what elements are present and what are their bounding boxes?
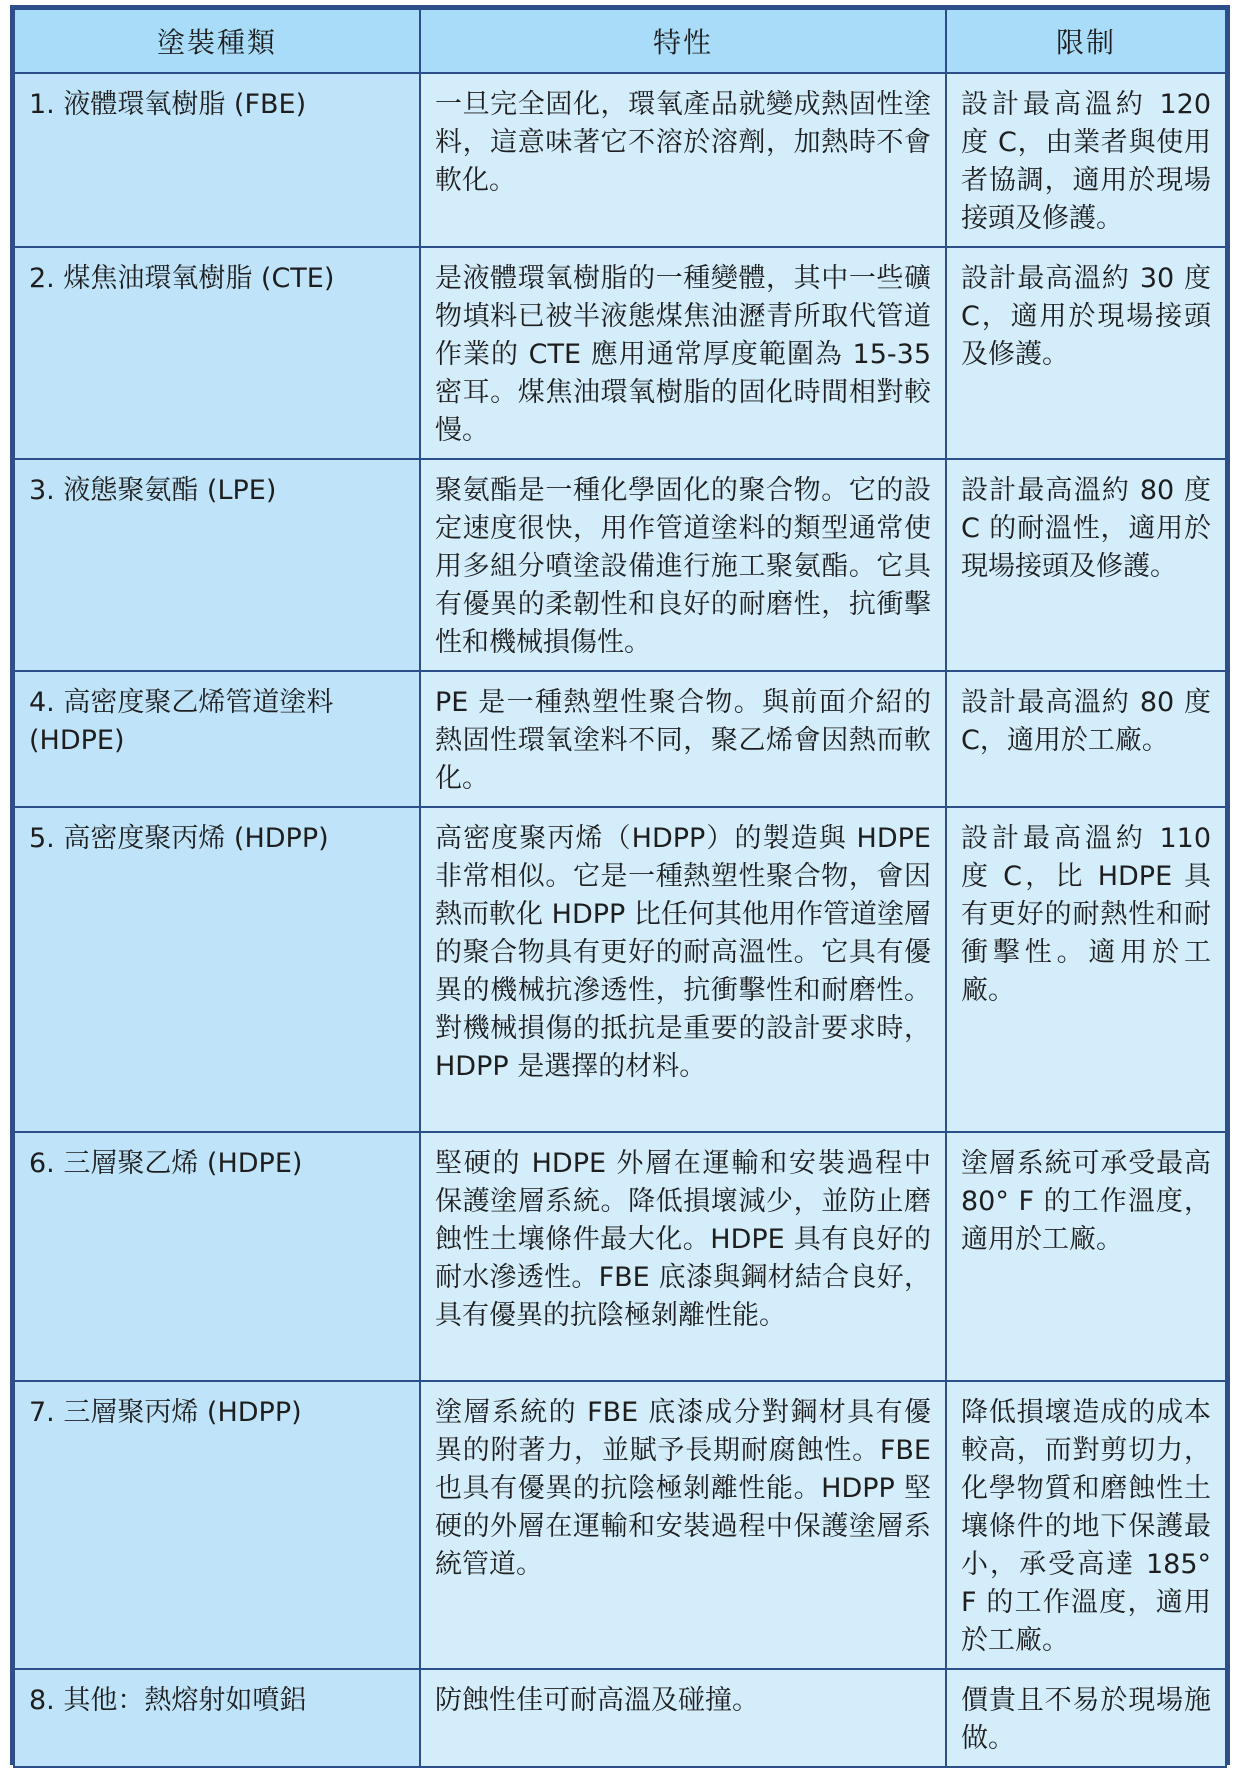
table-row (14, 73, 1226, 247)
coating-type-cell: 3. 液態聚氨酯 (LPE) (14, 459, 420, 671)
limit-cell: 設計最高溫約 120 度 C，由業者與使用者協調，適用於現場接頭及修護。 (946, 73, 1226, 247)
coating-table (13, 8, 1227, 1768)
limit-cell: 塗層系統可承受最高 80° F 的工作溫度，適用於工廠。 (946, 1132, 1226, 1381)
coating-type-cell: 6. 三層聚乙烯 (HDPE) (14, 1132, 420, 1381)
coating-type-cell: 4. 高密度聚乙烯管道塗料 (HDPE) (14, 671, 420, 807)
table-row (14, 1669, 1226, 1767)
table-row (14, 247, 1226, 459)
coating-type-cell: 2. 煤焦油環氧樹脂 (CTE) (14, 247, 420, 459)
header-property: 特性 (420, 9, 946, 73)
coating-type-cell: 8. 其他：熱熔射如噴鋁 (14, 1669, 420, 1767)
property-cell: 堅硬的 HDPE 外層在運輸和安裝過程中保護塗層系統。降低損壞減少，並防止磨蝕性土壤條件最大化。HDPE 具有良好的耐水滲透性。FBE 底漆與鋼材結合良好，具有優異的抗陰極剝離性能。 (420, 1132, 946, 1381)
table-row (14, 671, 1226, 807)
property-cell: 防蝕性佳可耐高溫及碰撞。 (420, 1669, 946, 1767)
property-cell: 是液體環氧樹脂的一種變體，其中一些礦物填料已被半液態煤焦油瀝青所取代管道作業的 CTE 應用通常厚度範圍為 15-35 密耳。煤焦油環氧樹脂的固化時間相對較慢。 (420, 247, 946, 459)
limit-cell: 設計最高溫約 80 度 C，適用於工廠。 (946, 671, 1226, 807)
limit-cell: 降低損壞造成的成本較高，而對剪切力，化學物質和磨蝕性土壤條件的地下保護最小，承受高達 185° F 的工作溫度，適用於工廠。 (946, 1381, 1226, 1669)
property-cell: 塗層系統的 FBE 底漆成分對鋼材具有優異的附著力，並賦予長期耐腐蝕性。FBE 也具有優異的抗陰極剝離性能。HDPP 堅硬的外層在運輸和安裝過程中保護塗層系統管道。 (420, 1381, 946, 1669)
limit-cell: 設計最高溫約 110 度 C，比 HDPE 具有更好的耐熱性和耐衝擊性。適用於工廠。 (946, 807, 1226, 1132)
limit-cell: 設計最高溫約 30 度 C，適用於現場接頭及修護。 (946, 247, 1226, 459)
table-row (14, 459, 1226, 671)
coating-type-cell: 5. 高密度聚丙烯 (HDPP) (14, 807, 420, 1132)
header-coating-type: 塗裝種類 (14, 9, 420, 73)
property-cell: 一旦完全固化，環氧產品就變成熱固性塗料，這意味著它不溶於溶劑，加熱時不會軟化。 (420, 73, 946, 247)
limit-cell: 設計最高溫約 80 度 C 的耐溫性，適用於現場接頭及修護。 (946, 459, 1226, 671)
table-row (14, 1381, 1226, 1669)
table-row (14, 807, 1226, 1132)
property-cell: 聚氨酯是一種化學固化的聚合物。它的設定速度很快，用作管道塗料的類型通常使用多組分噴塗設備進行施工聚氨酯。它具有優異的柔韌性和良好的耐磨性，抗衝擊性和機械損傷性。 (420, 459, 946, 671)
coating-comparison-table (10, 5, 1230, 1765)
limit-cell: 價貴且不易於現場施做。 (946, 1669, 1226, 1767)
property-cell: 高密度聚丙烯（HDPP）的製造與 HDPE 非常相似。它是一種熱塑性聚合物，會因熱而軟化 HDPP 比任何其他用作管道塗層的聚合物具有更好的耐高溫性。它具有優異的機械抗滲透性，抗衝擊性和耐磨性。對機械損傷的抵抗是重要的設計要求時，HDPP 是選擇的材料。 (420, 807, 946, 1132)
header-limit: 限制 (946, 9, 1226, 73)
property-cell: PE 是一種熱塑性聚合物。與前面介紹的熱固性環氧塗料不同，聚乙烯會因熱而軟化。 (420, 671, 946, 807)
coating-type-cell: 7. 三層聚丙烯 (HDPP) (14, 1381, 420, 1669)
coating-type-cell: 1. 液體環氧樹脂 (FBE) (14, 73, 420, 247)
table-header-row (14, 9, 1226, 73)
table-row (14, 1132, 1226, 1381)
